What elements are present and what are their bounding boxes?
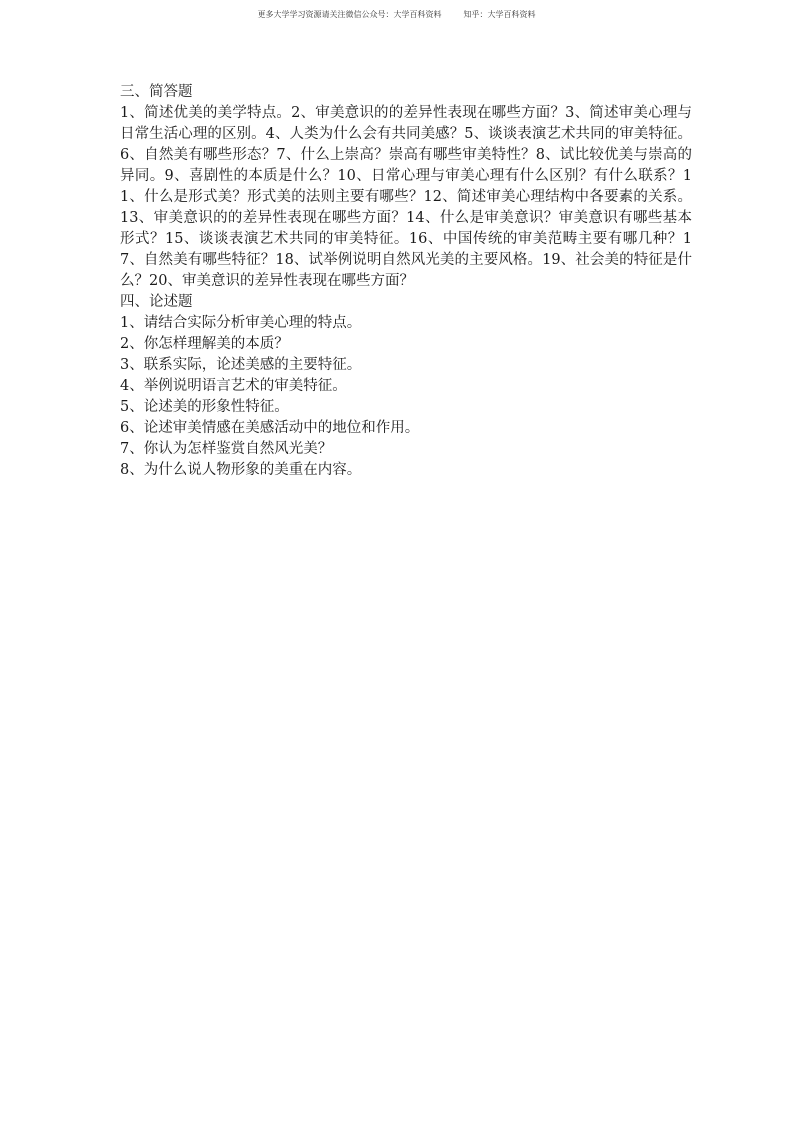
page-header xyxy=(0,9,793,20)
essay-question-1: 1、请结合实际分析审美心理的特点。 xyxy=(120,315,362,331)
header-wechat-text: 更多大学学习资源请关注微信公众号：大学百科资料 xyxy=(257,10,442,19)
essay-question-7: 7、你认为怎样鉴赏自然风光美？ xyxy=(120,441,333,457)
document-body xyxy=(120,82,692,481)
section-short-answer-title: 三、简答题 xyxy=(120,84,193,100)
essay-question-6: 6、论述审美情感在美感活动中的地位和作用。 xyxy=(120,420,420,436)
essay-question-8: 8、为什么说人物形象的美重在内容。 xyxy=(120,462,362,478)
essay-question-3: 3、联系实际，论述美感的主要特征。 xyxy=(120,357,362,373)
header-zhihu-text: 知乎：大学百科资料 xyxy=(463,10,536,19)
short-answer-questions: 1、简述优美的美学特点。2、审美意识的的差异性表现在哪些方面？3、简述审美心理与日常生活心理的区别。4、人类为什么会有共同美感？5、谈谈表演艺术共同的审美特征。6、自然美有哪些形态？7、什么上崇高？崇高有哪些审美特性？8、试比较优美与崇高的异同。9、喜剧性的本质是什么？10、日常心理与审美心理有什么区别？有什么联系？11、什么是形式美？形式美的法则主要有哪些？12、简述审美心理结构中各要素的关系。13、审美意识的的差异性表现在哪些方面？14、什么是审美意识？审美意识有哪些基本形式？15、谈谈表演艺术共同的审美特征。16、中国传统的审美范畴主要有哪几种？17、自然美有哪些特征？18、试举例说明自然风光美的主要风格。19、社会美的特征是什么？20、审美意识的差异性表现在哪些方面？ xyxy=(120,105,692,289)
essay-question-5: 5、论述美的形象性特征。 xyxy=(120,399,289,415)
essay-question-4: 4、举例说明语言艺术的审美特征。 xyxy=(120,378,347,394)
essay-question-2: 2、你怎样理解美的本质？ xyxy=(120,336,289,352)
section-essay-title: 四、论述题 xyxy=(120,294,193,310)
essay-question-list xyxy=(120,313,692,481)
